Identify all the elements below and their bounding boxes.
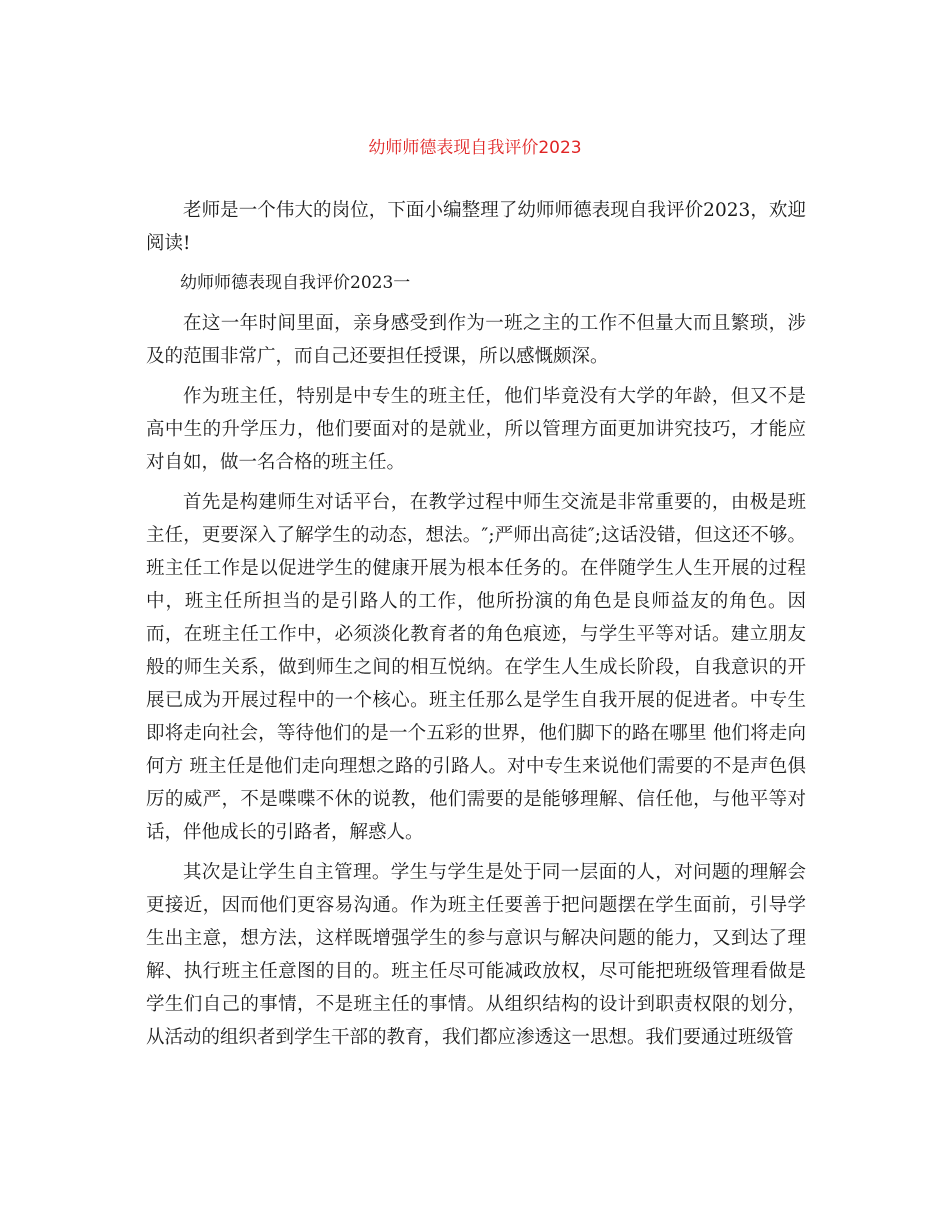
paragraph: 其次是让学生自主管理。学生与学生是处于同一层面的人，对问题的理解会更接近，因而他们更容易沟通。作为班主任要善于把问题摆在学生面前，引导学生出主意，想方法，这样既增强学生的参与意识与解决问题的能力，又到达了理解、执行班主任意图的目的。班主任尽可能减政放权，尽可能把班级管理看做是学生们自己的事情，不是班主任的事情。从组织结构的设计到职责权限的划分，从活动的组织者到学生干部的教育，我们都应渗透这一思想。我们要通过班级管	[146, 862, 806, 1048]
section-heading: 幼师师德表现自我评价2023一	[180, 273, 411, 293]
paragraph: 在这一年时间里面，亲身感受到作为一班之主的工作不但量大而且繁琐，涉及的范围非常广，而自己还要担任授课，所以感慨颇深。	[146, 313, 806, 367]
document-body	[146, 194, 806, 1061]
paragraph-intro: 老师是一个伟大的岗位，下面小编整理了幼师师德表现自我评价2023，欢迎阅读!	[146, 200, 806, 254]
document-title: 幼师师德表现自我评价2023	[368, 138, 582, 158]
paragraph: 首先是构建师生对话平台，在教学过程中师生交流是非常重要的，由极是班主任，更要深入了解学生的动态，想法。″;严师出高徒″;这话没错，但这还不够。班主任工作是以促进学生的健康开展为根本任务的。在伴随学生人生开展的过程中，班主任所担当的是引路人的工作，他所扮演的角色是良师益友的角色。因而，在班主任工作中，必须淡化教育者的角色痕迹，与学生平等对话。建立朋友般的师生关系，做到师生之间的相互悦纳。在学生人生成长阶段，自我意识的开展已成为开展过程中的一个核心。班主任那么是学生自我开展的促进者。中专生即将走向社会，等待他们的是一个五彩的世界，他们脚下的路在哪里 他们将走向何方 班主任是他们走向理想之路的引路人。对中专生来说他们需要的不是声色俱厉的威严，不是喋喋不休的说教，他们需要的是能够理解、信任他，与他平等对话，伴他成长的引路者，解惑人。	[146, 492, 806, 843]
paragraph: 作为班主任，特别是中专生的班主任，他们毕竟没有大学的年龄，但又不是高中生的升学压力，他们要面对的是就业，所以管理方面更加讲究技巧，才能应对自如，做一名合格的班主任。	[146, 386, 806, 473]
